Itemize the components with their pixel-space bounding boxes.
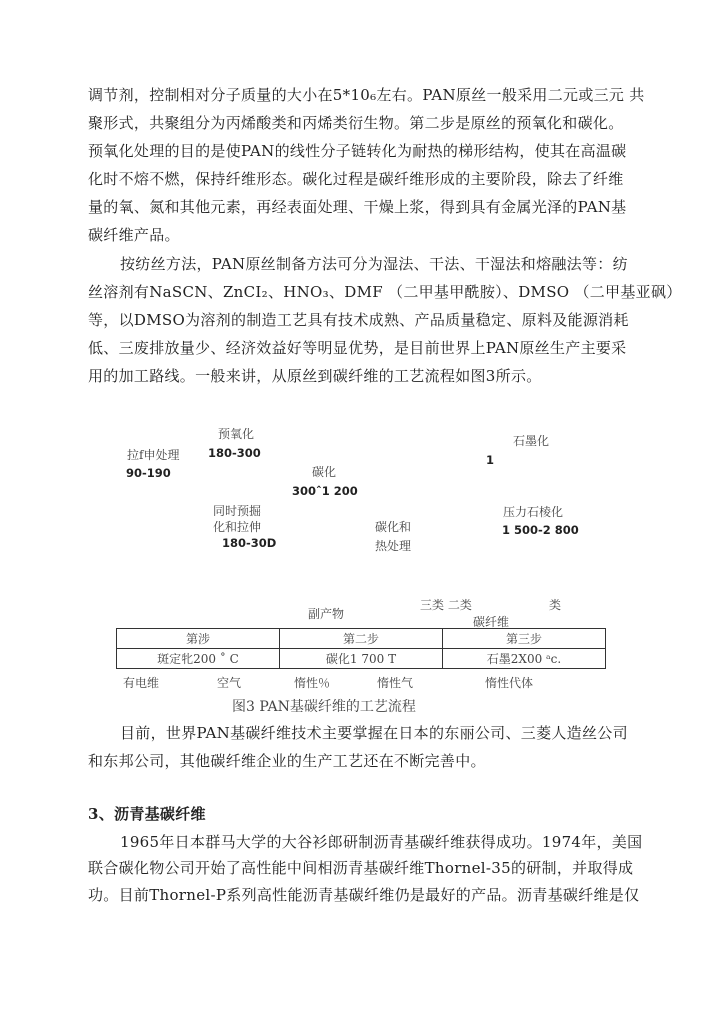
- section-heading: 3、沥青基碳纤维: [88, 805, 206, 823]
- text-line: 量的氧、氮和其他元素，再经表面处理、干燥上浆，得到具有金属光泽的PAN基: [88, 198, 627, 216]
- text-line: 预氧化处理的目的是使PAN的线性分子链转化为耐热的梯形结构，使其在高温碳: [88, 142, 627, 160]
- diagram-label: 化和拉伸: [213, 520, 262, 534]
- table-header: 第涉: [117, 629, 280, 649]
- temperature-value: 1 500-2 800: [502, 523, 579, 537]
- diagram-label: 碳纤维: [473, 615, 510, 629]
- temperature-value: 180-30D: [222, 536, 277, 550]
- text-line: 调节剂，控制相对分子质量的大小在5*10₆左右。PAN原丝一般采用二元或三元 共: [88, 86, 645, 104]
- diagram-label: 热处理: [375, 539, 412, 553]
- text-line: 聚形式，共聚组分为丙烯酸类和丙烯类衍生物。第二步是原丝的预氧化和碳化。: [88, 114, 624, 132]
- diagram-label: 惰性％: [294, 676, 331, 690]
- text-line: 碳纤维产品。: [88, 226, 180, 244]
- diagram-label: 压力石棱化: [503, 505, 564, 519]
- text-line: 联合碳化物公司开始了高性能中间相沥青基碳纤维Thornel-35的研制，并取得成: [88, 859, 634, 877]
- text-line: 等，以DMSO为溶剂的制造工艺具有技术成熟、产品质量稳定、原料及能源消耗: [88, 311, 629, 329]
- table-header: 第三步: [443, 629, 606, 649]
- text-line: 功。目前Thornel-P系列高性能沥青基碳纤维仍是最好的产品。沥青基碳纤维是仅: [88, 886, 640, 904]
- diagram-label: 惰性气: [377, 676, 414, 690]
- table-header: 第二步: [280, 629, 443, 649]
- temperature-value: 90-190: [126, 466, 171, 480]
- diagram-label: 碳化: [312, 465, 337, 479]
- table-cell: 碳化1 700 T: [280, 649, 443, 669]
- diagram-label: 三类 二类: [420, 598, 472, 612]
- diagram-label: 碳化和: [375, 520, 412, 534]
- diagram-label: 拉f申处理: [127, 448, 180, 462]
- diagram-label: 惰性代体: [485, 676, 534, 690]
- text-line: 化时不熔不燃，保持纤维形态。碳化过程是碳纤维形成的主要阶段，除去了纤维: [88, 170, 624, 188]
- text-line: 1965年日本群马大学的大谷衫郎研制沥青基碳纤维获得成功。1974年，美国: [120, 833, 643, 851]
- text-line: 按纺丝方法，PAN原丝制备方法可分为湿法、干法、干湿法和熔融法等：纺: [120, 255, 628, 273]
- temperature-value: 180-300: [208, 446, 261, 460]
- diagram-label: 预氧化: [218, 427, 255, 441]
- text-line: 目前，世界PAN基碳纤维技术主要掌握在日本的东丽公司、三菱人造丝公司: [120, 724, 628, 742]
- diagram-label: 石墨化: [513, 434, 550, 448]
- text-line: 和东邦公司，其他碳纤维企业的生产工艺还在不断完善中。: [88, 752, 486, 770]
- text-line: 低、三废排放量少、经济效益好等明显优势，是目前世界上PAN原丝生产主要采: [88, 339, 627, 357]
- diagram-label: 副产物: [308, 607, 345, 621]
- temperature-value: 1: [486, 453, 495, 467]
- diagram-label: 空气: [217, 676, 242, 690]
- diagram-label: 同时预掘: [213, 504, 262, 518]
- table-cell: 斑定牝200 ˚ C: [117, 649, 280, 669]
- process-steps-table: [116, 628, 606, 669]
- text-line: 丝溶剂有NaSCN、ZnCI₂、HNO₃、DMF （二甲基甲酰胺）、DMSO （二甲基亚砜）: [88, 283, 682, 301]
- diagram-label: 有电维: [123, 676, 160, 690]
- table-cell: 石墨2X00 ᵃc.: [443, 649, 606, 669]
- temperature-value: 300ˆ1 200: [292, 484, 358, 498]
- text-line: 用的加工路线。一般来讲，从原丝到碳纤维的工艺流程如图3所示。: [88, 367, 542, 385]
- figure-caption: 图3 PAN基碳纤维的工艺流程: [232, 699, 416, 715]
- diagram-label: 类: [549, 598, 562, 612]
